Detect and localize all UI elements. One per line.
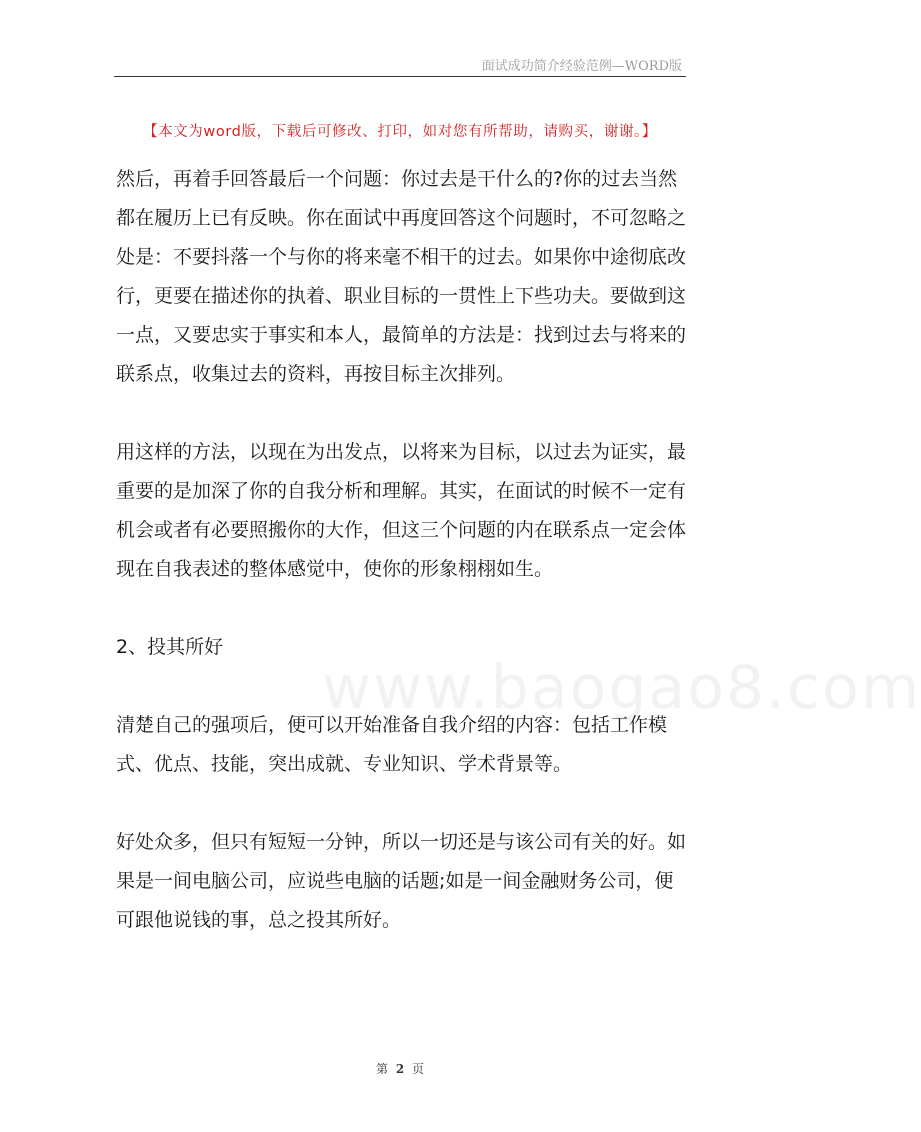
- paragraph: 好处众多，但只有短短一分钟，所以一切还是与该公司有关的好。如果是一间电脑公司，应说些电脑的话题;如是一间金融财务公司，便可跟他说钱的事，总之投其所好。: [116, 831, 687, 931]
- footer-prefix: 第: [375, 1062, 388, 1076]
- paragraph: 然后，再着手回答最后一个问题：你过去是干什么的?你的过去当然都在履历上已有反映。你在面试中再度回答这个问题时，不可忽略之处是：不要抖落一个与你的将来毫不相干的过去。如果你中途彻底改行，更要在描述你的执着、职业目标的一贯性上下些功夫。要做到这一点，又要忠实于事实和本人，最简单的方法是：找到过去与将来的联系点，收集过去的资料，再按目标主次排列。: [116, 168, 687, 385]
- paragraph: 清楚自己的强项后，便可以开始准备自我介绍的内容：包括工作模式、优点、技能，突出成就、专业知识、学术背景等。: [116, 714, 668, 775]
- header-title: 面试成功简介经验范例—WORD版: [481, 59, 682, 74]
- document-body: [116, 160, 688, 979]
- download-notice: 【本文为word版，下载后可修改、打印，如对您有所帮助，请购买，谢谢。】: [143, 124, 657, 140]
- paragraph: 用这样的方法，以现在为出发点，以将来为目标，以过去为证实，最重要的是加深了你的自我分析和理解。其实，在面试的时候不一定有机会或者有必要照搬你的大作，但这三个问题的内在联系点一定会体现在自我表述的整体感觉中，使你的形象栩栩如生。: [116, 441, 687, 580]
- section-heading: 2、投其所好: [116, 636, 224, 658]
- footer-suffix: 页: [412, 1062, 425, 1076]
- page-number: 2: [395, 1062, 405, 1076]
- watermark: www.baogao8.com: [322, 653, 921, 723]
- page-footer: [0, 1060, 800, 1077]
- header-divider: [114, 76, 686, 77]
